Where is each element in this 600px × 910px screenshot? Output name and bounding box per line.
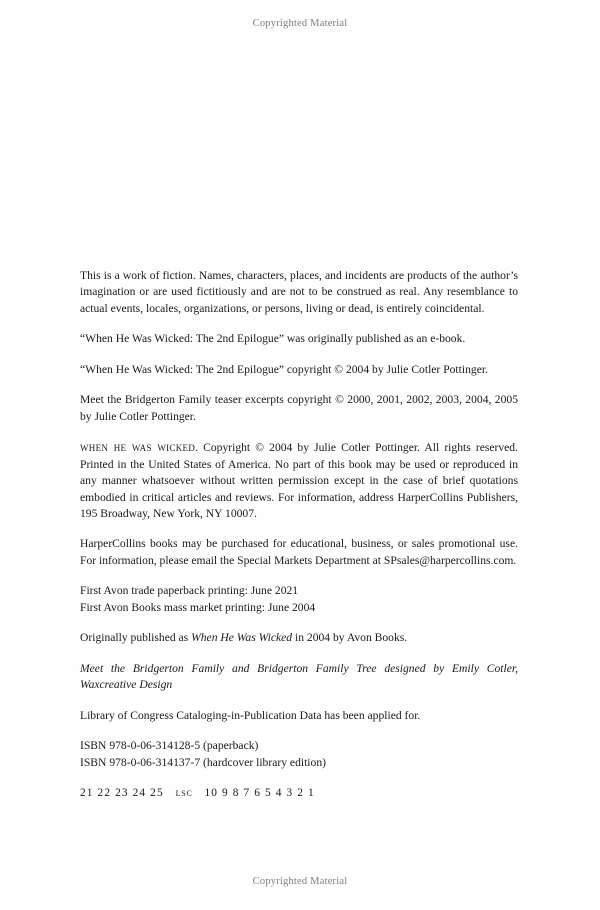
ebook-copyright: “When He Was Wicked: The 2nd Epilogue” copyright © 2004 by Julie Cotler Pottinger. [80, 362, 488, 376]
original-title-italic: When He Was Wicked [191, 631, 293, 645]
teaser-copyright: Meet the Bridgerton Family teaser excerpts copyright © 2000, 2001, 2002, 2003, 2004, 2005 by Julie Cotler Pottinger. [80, 393, 518, 423]
print-line-years: 21 22 23 24 25 [80, 786, 164, 799]
main-copyright-body: . Copyright © 2004 by Julie Cotler Pottinger. All rights reserved. Printed in the United States of America. No part of this book may be used or reproduced in any manner whatsoever without written permission except in the case of brief quotations embodied in critical articles and reviews. For information, address HarperCollins Publishers, 195 Broadway, New York, NY 10007. [80, 441, 518, 520]
print-line-printer: lsc [175, 786, 193, 799]
watermark-top: Copyrighted Material [252, 18, 348, 29]
watermark-bottom: Copyrighted Material [252, 876, 348, 887]
special-markets-notice: HarperCollins books may be purchased for educational, business, or sales promotional use. For information, please email the Special Markets Department at SPsales@harpercollins.com. [80, 537, 518, 567]
fiction-disclaimer: This is a work of fiction. Names, characters, places, and incidents are products of the author’s imagination or are used fictitiously and are not to be construed as real. Any resemblance to actual events, locales, organizations, or persons, living or dead, is entirely coincidental. [80, 269, 518, 315]
printing-history [80, 583, 518, 616]
ebook-note: “When He Was Wicked: The 2nd Epilogue” was originally published as an e-book. [80, 332, 466, 346]
isbn-line: ISBN 978-0-06-314137-7 (hardcover library edition) [80, 755, 326, 769]
isbn-list [80, 738, 518, 771]
copyright-text-block [80, 268, 518, 801]
printing-history-line: First Avon trade paperback printing: June 2021 [80, 584, 299, 598]
printer-key-line [80, 785, 518, 801]
book-title-smallcaps: when he was wicked [80, 440, 196, 455]
designer-credit: Meet the Bridgerton Family and Bridgerton Family Tree designed by Emily Cotler, Waxcreative Design [80, 661, 518, 692]
main-copyright-notice [80, 439, 518, 522]
printing-history-line: First Avon Books mass market printing: June 2004 [80, 600, 316, 614]
isbn-line: ISBN 978-0-06-314128-5 (paperback) [80, 739, 259, 753]
original-publication [80, 630, 518, 646]
loc-cip-data: Library of Congress Cataloging-in-Publication Data has been applied for. [80, 708, 421, 722]
original-publication-prefix: Originally published as [80, 631, 192, 645]
print-line-numbers: 10 9 8 7 6 5 4 3 2 1 [204, 786, 315, 799]
original-publication-suffix: in 2004 by Avon Books. [292, 631, 408, 645]
